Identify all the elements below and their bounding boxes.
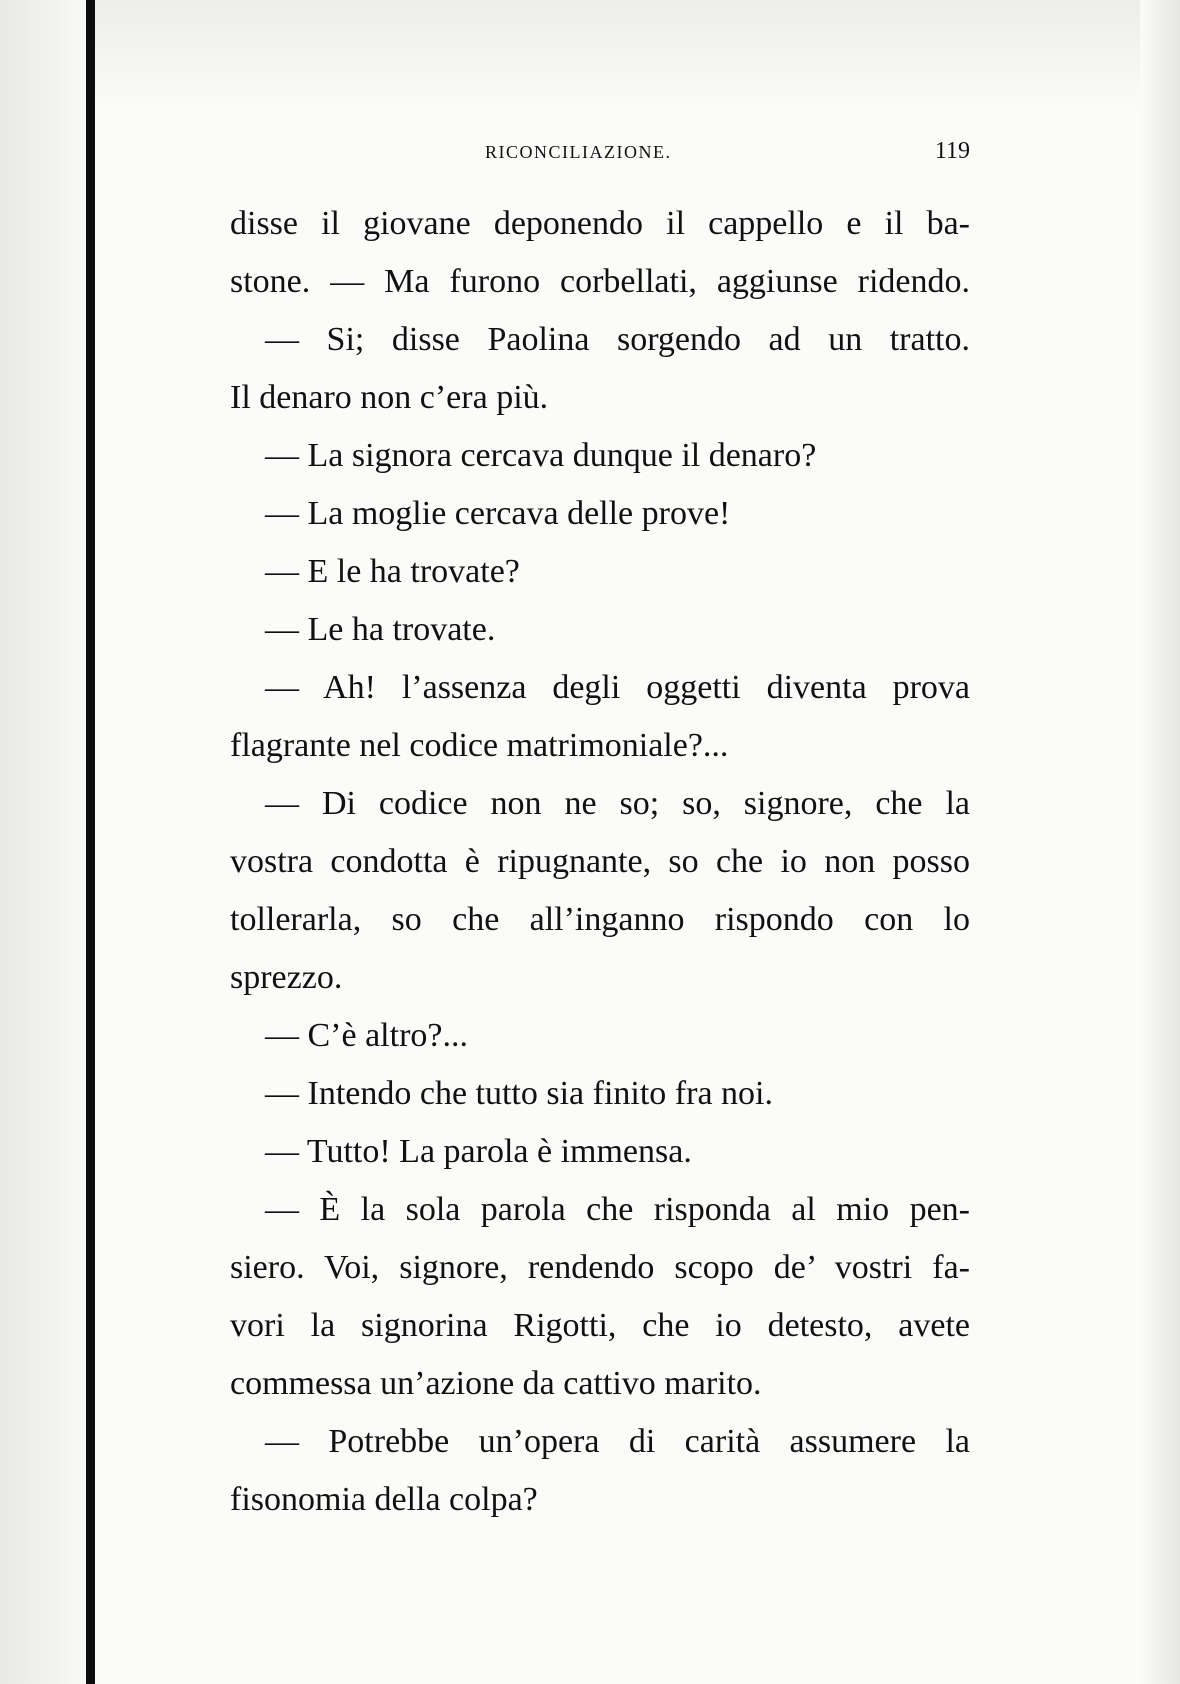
scan-top-shading	[95, 0, 1180, 110]
text-line: flagrante nel codice matrimoniale?...	[230, 727, 729, 764]
text-line: vori la signorina Rigotti, che io detesto, avete	[230, 1307, 970, 1344]
text-line: — È la sola parola che risponda al mio pen-	[265, 1191, 970, 1228]
text-line: sprezzo.	[230, 959, 343, 996]
text-line: — C’è altro?...	[265, 1017, 468, 1054]
text-line: disse il giovane deponendo il cappello e il ba-	[230, 205, 970, 242]
running-title: RICONCILIAZIONE.	[485, 142, 672, 162]
text-line: — Di codice non ne so; so, signore, che la	[265, 785, 970, 822]
text-line: — La signora cercava dunque il denaro?	[265, 437, 817, 474]
text-line: tollerarla, so che all’inganno rispondo con lo	[230, 901, 970, 938]
text-line: — Intendo che tutto sia finito fra noi.	[265, 1075, 773, 1112]
text-line: — E le ha trovate?	[265, 553, 520, 590]
page-number: 119	[934, 138, 970, 164]
text-line: — La moglie cercava delle prove!	[265, 495, 731, 532]
text-line: — Le ha trovate.	[265, 611, 496, 648]
text-line: fisonomia della colpa?	[230, 1481, 538, 1518]
binding-edge-line	[86, 0, 95, 1684]
binding-shading	[0, 0, 92, 1684]
text-line: — Si; disse Paolina sorgendo ad un tratto.	[265, 321, 970, 358]
text-line: stone. — Ma furono corbellati, aggiunse ridendo.	[230, 263, 970, 300]
text-line: vostra condotta è ripugnante, so che io non posso	[230, 843, 970, 880]
body-text	[230, 195, 970, 1529]
text-line: — Tutto! La parola è immensa.	[265, 1133, 692, 1170]
text-line: — Ah! l’assenza degli oggetti diventa prova	[265, 669, 970, 706]
text-line: — Potrebbe un’opera di carità assumere la	[265, 1423, 970, 1460]
text-line: Il denaro non c’era più.	[230, 379, 549, 416]
scan-right-shading	[1140, 0, 1180, 1684]
text-line: siero. Voi, signore, rendendo scopo de’ vostri fa-	[230, 1249, 970, 1286]
page-header	[230, 138, 970, 170]
text-line: commessa un’azione da cattivo marito.	[230, 1365, 762, 1402]
